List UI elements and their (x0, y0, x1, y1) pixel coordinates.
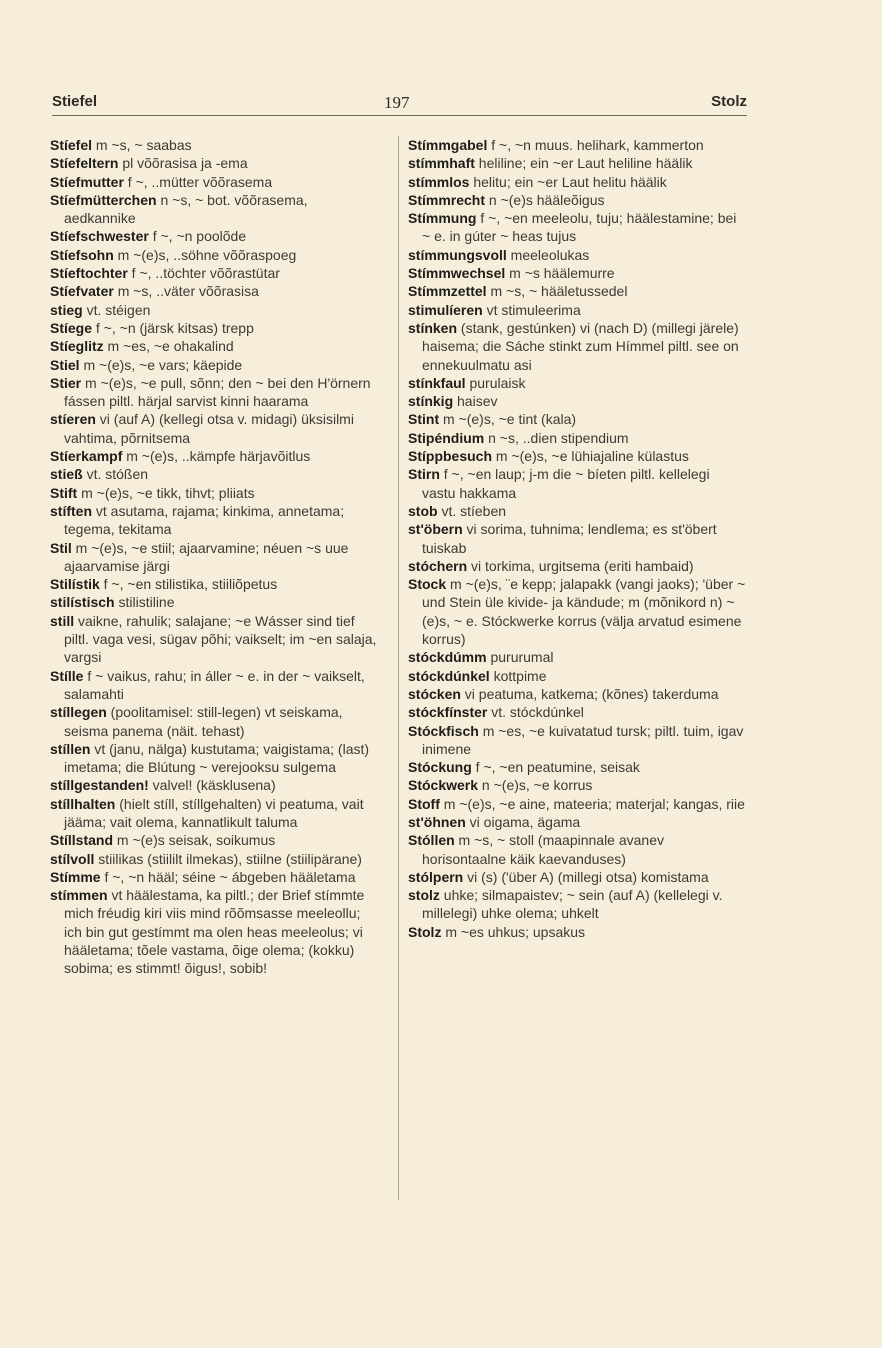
dictionary-entry: Stint m ~(e)s, ~e tint (kala) (408, 411, 577, 428)
dictionary-entry: Stímmrecht n ~(e)s hääleõigus (408, 191, 605, 208)
column-divider (398, 136, 399, 1200)
dictionary-entry: Stíeftochter f ~, ..töchter võõrastütar (50, 265, 280, 282)
dictionary-entry: Stíefel m ~s, ~ saabas (50, 137, 192, 153)
page-number: 197 (384, 93, 410, 112)
dictionary-entry: stíften vt asutama, rajama; kinkima, annetama; tegema, tekitama (50, 502, 345, 538)
dictionary-entry: Stíefschwester f ~, ~n poolõde (50, 228, 247, 245)
dictionary-entry: Stíppbesuch m ~(e)s, ~e lühiajaline külastus (408, 448, 689, 465)
dictionary-entry: Stirn f ~, ~en laup; j-m die ~ bíeten piltl. kellelegi vastu hakkama (408, 466, 710, 501)
dictionary-entry: stóckdúmm pururumal (408, 649, 554, 666)
dictionary-entry: Stíege f ~, ~n (järsk kitsas) trepp (50, 319, 254, 336)
dictionary-entry: stilístisch stilistiline (50, 594, 175, 611)
dictionary-entry: stínkfaul purulaisk (408, 374, 526, 391)
dictionary-entry: Stíllstand m ~(e)s seisak, soikumus (50, 832, 276, 849)
dictionary-entry: Stock m ~(e)s, ¨e kepp; jalapakk (vangi jaoks); 'über ~ und Stein üle kivide- ja kändude; m (mõnikord n) ~(e)s, ~ e. Stóckwerke korrus (välja arvatud esimene korrus) (408, 576, 746, 648)
dictionary-entry: stóckfínster vt. stóckdúnkel (408, 704, 584, 721)
dictionary-entry: Stóckung f ~, ~en peatumine, seisak (408, 759, 640, 776)
dictionary-entry: stimulíeren vt stimuleerima (408, 301, 581, 318)
dictionary-entry: Stier m ~(e)s, ~e pull, sõnn; den ~ bei den H'örnern fássen piltl. härjal sarvist kinni haarama (50, 374, 371, 410)
dictionary-entry: Stiel m ~(e)s, ~e vars; käepide (50, 356, 243, 373)
dictionary-entry: Stilístik f ~, ~en stilistika, stiiliõpetus (50, 576, 278, 593)
dictionary-entry: st'öhnen vi oigama, ägama (408, 813, 581, 830)
dictionary-entry: Stóckwerk n ~(e)s, ~e korrus (408, 777, 593, 794)
dictionary-entry: Stíerkampf m ~(e)s, ..kämpfe härjavõitlus (50, 448, 311, 465)
dictionary-entry: Stíefsohn m ~(e)s, ..söhne võõraspoeg (50, 246, 297, 263)
dictionary-entry: Stíefeltern pl võõrasisa ja -ema (50, 155, 248, 172)
dictionary-entry: Stift m ~(e)s, ~e tikk, tihvt; pliiats (50, 484, 255, 501)
dictionary-entry: Stíefmütterchen n ~s, ~ bot. võõrasema, aedkannike (50, 191, 308, 227)
dictionary-entry: st'öbern vi sorima, tuhnima; lendlema; es st'öbert tuiskab (408, 521, 717, 556)
left-column (50, 136, 382, 978)
dictionary-entry: Stoff m ~(e)s, ~e aine, mateeria; materjal; kangas, riie (408, 795, 745, 812)
dictionary-entry: Stipéndium n ~s, ..dien stipendium (408, 429, 629, 446)
dictionary-entry: Stóllen m ~s, ~ stoll (maapinnale avanev horisontaalne käik kaevanduses) (408, 832, 665, 867)
dictionary-entry: Stil m ~(e)s, ~e stiil; ajaarvamine; néuen ~s uue ajaarvamise järgi (50, 539, 349, 574)
dictionary-entry: stob vt. stíeben (408, 502, 507, 519)
dictionary-entry: Stímmwechsel m ~s häälemurre (408, 265, 615, 282)
dictionary-entry: Stímme f ~, ~n hääl; séine ~ ábgeben hääletama (50, 868, 356, 885)
right-column (408, 136, 746, 941)
dictionary-entry: stíllegen (poolitamisel: still-legen) vt seiskama, seisma panema (näit. tehast) (50, 704, 343, 739)
dictionary-entry: stolz uhke; silmapaistev; ~ sein (auf A) (kellelegi v. millelegi) uhke olema; uhkelt (408, 887, 723, 922)
dictionary-entry: stíllgestanden! valvel! (käsklusena) (50, 777, 276, 794)
dictionary-entry: Stímmgabel f ~, ~n muus. helihark, kammerton (408, 137, 704, 153)
dictionary-entry: still vaikne, rahulik; salajane; ~e Wásser sind tief piltl. vaga vesi, sügav põhi; vaikselt; im ~en salaja, vargsi (50, 612, 377, 666)
dictionary-entry: stínkig haisev (408, 393, 498, 410)
dictionary-entry: stócken vi peatuma, katkema; (kõnes) takerduma (408, 685, 719, 702)
dictionary-entry: stílvoll stiilikas (stiililt ilmekas), stiilne (stiilipärane) (50, 850, 362, 867)
header-left-word: Stiefel (52, 93, 98, 110)
dictionary-entry: stínken (stank, gestúnken) vi (nach D) (millegi järele) haisema; die Sáche stinkt zum Hímmel piltl. see on ennekuulmatu asi (408, 319, 739, 373)
dictionary-entry: stieß vt. stóßen (50, 466, 149, 483)
page-header (52, 91, 747, 116)
dictionary-entry: Stíefvater m ~s, ..väter võõrasisa (50, 283, 259, 300)
dictionary-entry: Stímmung f ~, ~en meeleolu, tuju; häälestamine; bei ~ e. in gúter ~ heas tujus (408, 210, 737, 245)
dictionary-entry: stieg vt. stéigen (50, 301, 151, 318)
dictionary-entry: Stímmzettel m ~s, ~ hääletussedel (408, 283, 628, 300)
dictionary-entry: Stolz m ~es uhkus; upsakus (408, 923, 586, 940)
dictionary-entry: stíllen vt (janu, nälga) kustutama; vaigistama; (last) imetama; die Blútung ~ verejooksu sulgema (50, 740, 370, 776)
dictionary-entry: stímmlos helitu; ein ~er Laut helitu häälik (408, 173, 667, 190)
dictionary-entry: stíeren vi (auf A) (kellegi otsa v. midagi) üksisilmi vahtima, põrnitsema (50, 411, 354, 446)
dictionary-entry: stóckdúnkel kottpime (408, 667, 547, 684)
dictionary-entry: Stílle f ~ vaikus, rahu; in áller ~ e. in der ~ vaikselt, salamahti (50, 667, 365, 702)
dictionary-entry: stímmhaft heliline; ein ~er Laut heliline häälik (408, 155, 693, 172)
dictionary-entry: stólpern vi (s) ('über A) (millegi otsa) komistama (408, 868, 709, 885)
dictionary-entry: stóchern vi torkima, urgitsema (eriti hambaid) (408, 557, 694, 574)
dictionary-entry: Stíeglitz m ~es, ~e ohakalind (50, 338, 234, 355)
dictionary-entry: stíllhalten (hielt stíll, stíllgehalten) vi peatuma, vait jääma; vait olema, kannatlikult taluma (50, 795, 364, 830)
header-right-word: Stolz (711, 93, 747, 110)
dictionary-entry: stímmen vt häälestama, ka piltl.; der Brief stímmte mich fréudig kiri viis mind rõõmsasse meeleollu; ich bin gut gestímmt ma olen heas meeleolus; vi hääletama; tõele vastama, õige olema; (kokku) sobima; es stimmt! õigus!, sobib! (50, 887, 365, 977)
dictionary-entry: Stóckfisch m ~es, ~e kuivatatud tursk; piltl. tuim, igav inimene (408, 722, 744, 757)
dictionary-entry: Stíefmutter f ~, ..mütter võõrasema (50, 173, 273, 190)
dictionary-entry: stímmungsvoll meeleolukas (408, 246, 590, 263)
